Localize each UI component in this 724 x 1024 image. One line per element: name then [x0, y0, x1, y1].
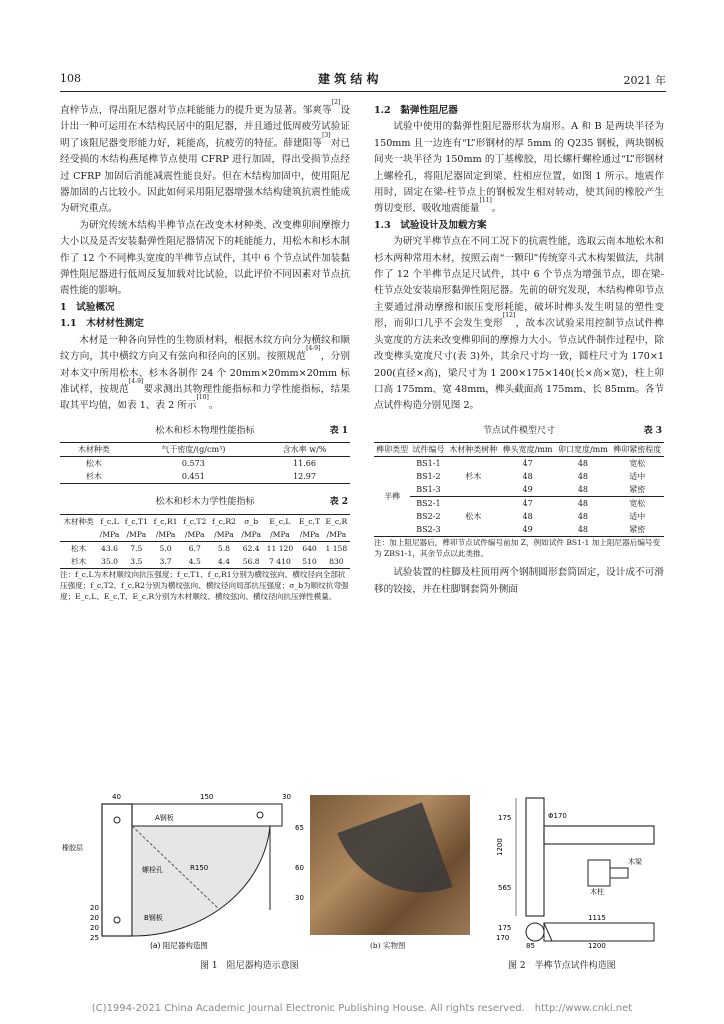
paragraph: 为研究半榫节点在不同工况下的抗震性能，选取云南本地松木和杉木两种常用木材，按照云南“一颗印”传统穿斗式木构架做法，共制作了 12 个半榫节点足尺试件，其中 6 个节点为增强节点，即在梁-柱节点处安装扇形黏弹性阻尼器。先前的研究发现，木结构榫卯节点主要通过滑动摩擦和嵌压变形耗能，破坏时榫头发生明显的塑性变形，而卯口几乎不会发生变形[12]，故本次试验采用控制节点试件榫头宽度的方法来改变榫卯间的摩擦力大小。节点试件制作过程中，除改变榫头宽度尺寸(表 3)外，其余尺寸均一致，圆柱尺寸为 170×1 200(直径×高)，梁尺寸为 1 200×175×140(长×高×宽)，柱上卯口高 175mm、宽 48mm，榫头截面高 175mm、长 85mm。各节点试件构造分别见图 2。	[374, 236, 665, 412]
journal-title: 建 筑 结 构	[318, 72, 379, 86]
table-row: 松木 0.573 11.66	[85, 459, 316, 469]
plate-b-label: B钢板	[144, 914, 163, 922]
dim-label: 40	[112, 793, 121, 801]
dim-label: 65	[295, 824, 304, 832]
dim-label: 1200	[496, 838, 504, 856]
table-title: 松木和杉木力学性能指标 表 2	[155, 497, 348, 508]
dim-label: 150	[200, 793, 214, 801]
paragraph: 试验中使用的黏弹性阻尼器形状为扇形。A 和 B 是两块半径为 150mm 且一边连有“L”形钢材的厚 5mm 的 Q235 钢板，两块钢板间夹一块半径为 150mm 的丁基橡胶，用长螺杆螺栓通过“L”形钢材上螺栓孔，将阻尼器固定到梁、柱相应位置，如图 1 所示。地震作用时，固定在梁-柱节点上的钢板发生相对转动，使其间的橡胶产生剪切变形，吸收地震能量[11]。	[374, 121, 664, 215]
joint-drawing	[488, 790, 668, 950]
section-heading: 1.1 木材材性测定	[60, 318, 144, 330]
table-row: BS2-2 48 48 适中	[416, 512, 646, 522]
table-row: BS1-3 49 48 紧密	[374, 483, 664, 497]
table-title: 节点试件模型尺寸 表 3	[482, 425, 662, 436]
dim-label: 170	[496, 934, 510, 942]
right-column	[374, 103, 664, 598]
section-heading: 1 试验概况	[60, 301, 115, 313]
dim-label: 565	[498, 884, 512, 892]
table-note: 注：f_c,L为木材顺纹向抗压强度；f_c,T1、f_c,R1分别为横纹弦向、横纹径向全部抗压强度；f_c,T2、f_c,R2分别为横纹弦向、横纹径向局部抗压强度；σ_b为顺纹抗弯强度；E_c,L、E_c,T、E_c,R分别为木材顺纹、横纹弦向、横纹径向抗压弹性模量。	[60, 569, 349, 601]
table-title: 松木和杉木物理性能指标 表 1	[155, 425, 348, 436]
dim-label: 1115	[588, 914, 606, 922]
dim-label: 25	[90, 934, 99, 942]
figure-1-caption: 图 1 阻尼器构造示意图	[200, 961, 299, 971]
dim-label: 30	[282, 793, 291, 801]
beam-label: 木梁	[628, 858, 642, 866]
damper-drawing	[60, 790, 320, 950]
page-number: 108	[60, 72, 81, 85]
table-row: 松木 43.6 7.5 5.0 6.7 5.8 62.4 11 120 640 1 158	[70, 543, 348, 553]
dim-label: 60	[295, 864, 304, 872]
dim-label: 20	[90, 904, 99, 912]
left-column	[60, 99, 351, 602]
copyright-footer: (C)1994-2021 China Academic Journal Electronic Publishing House. All rights reserved. http://www.cnki.net	[91, 1003, 633, 1014]
table-row: BS1-2 48 48 适中	[416, 472, 646, 482]
plate-a-label: A钢板	[155, 814, 174, 822]
subcaption-a: (a) 阻尼器构造图	[150, 941, 208, 950]
dim-label: 20	[90, 914, 99, 922]
dim-label: 1200	[588, 942, 606, 950]
year: 2021 年	[623, 74, 666, 87]
table-row: BS2-1 松木 47 48 宽松	[416, 499, 646, 522]
dim-label: 20	[90, 924, 99, 932]
rubber-label: 橡胶层	[62, 844, 83, 852]
table-row: 杉木 35.0 3.5 3.7 4.5 4.4 56.8 7 410 510 830	[60, 555, 350, 569]
dim-label: 85	[526, 942, 535, 950]
diameter-label: Φ170	[548, 812, 567, 820]
table-3: 榫卯类型 试件编号 木材种类树种 榫头宽度/mm 卯口宽度/mm 榫卯紧密程度 半榫 BS1-1 杉木 47 48 宽松 BS1-2 48 48 适中 BS1-3 49 48 紧密 BS2-1 松木 47 48 宽松 BS2-2 48 48 适中 BS2-3 49 48 紧密	[374, 442, 664, 537]
paragraph: 直梓节点，得出阻尼器对节点耗能能力的提升更为显著。邹爽等[2]设计出一种可运用在木结构民居中的阻尼器，并且通过低周疲劳试验证明了该阻尼器变形能力好，耗能高，抗疲劳的特征。薛建阳等[3]对已经受损的木结构燕尾榫节点使用 CFRP 进行加固，得出受损节点经过 CFRP 加固后消能减震性能良好。但在木结构加固中，使用阻尼器加固的占比较小。因此如何采用阻尼器增强木结构建筑抗震性能成为研究重点。	[60, 99, 351, 215]
damper-shape	[337, 802, 452, 917]
figure-2-caption: 图 2 半榫节点试件构造图	[508, 961, 616, 971]
header-rule	[60, 91, 666, 92]
subcaption-b: (b) 实物图	[370, 941, 406, 950]
damper-photo	[310, 795, 470, 935]
section-heading: 1.3 试验设计及加载方案	[374, 219, 487, 231]
table-2: 木材种类 f_c,L f_c,T1 f_c,R1 f_c,T2 f_c,R2 σ_b E_c,L E_c,T E_c,R /MPa /MPa /MPa /MPa /MPa /MPa /MPa /MPa /MPa 松木 43.6 7.5 5.0 6.7 5.8 62.4 11 120 640 1 158 杉木 35.0 3.5 3.7 4.5 4.4 56.8 7 410 510 830	[60, 514, 350, 569]
bolt-hole-label: 螺栓孔	[142, 866, 163, 874]
dim-label: 175	[498, 924, 512, 932]
table-row: 半榫 BS1-1 杉木 47 48 宽松	[384, 459, 646, 502]
table-note: 注：加上阻尼器后，榫卯节点试件编号前加 Z，例如试件 BS1-1 加上阻尼器后编号变为 ZBS1-1，其余节点以此类推。	[374, 538, 661, 559]
radius-label: R150	[190, 864, 209, 872]
paragraph: 木材是一种各向异性的生物质材料，根据木纹方向分为横纹和顺纹方向，其中横纹方向又有弦向和径向的区别。按照规范[4-9]，分别对本文中所用松木、杉木各制作 24 个 20mm×20mm×20mm 标准试样，按规范[4-9]要求测出其物理性能指标和力学性能指标，结果取其平均值，如表 1、表 2 所示[10]。	[60, 334, 351, 412]
dim-label: 175	[498, 814, 512, 822]
table-row: 杉木 0.451 12.97	[60, 470, 350, 484]
paragraph: 为研究传统木结构半榫节点在改变木材种类、改变榫卯间摩擦力大小以及是否安装黏弹性阻尼器情况下的耗能能力，用松木和杉木制作了 12 个不同榫头宽度的半榫节点试件，其中 6 个节点试件加装黏弹性阻尼器进行低周反复加载对比试验，以此评价不同因素对节点抗震性能的影响。	[60, 219, 350, 297]
column-label: 木柱	[590, 888, 604, 896]
dim-label: 30	[295, 894, 304, 902]
paragraph: 试验装置的柱脚及柱顶用两个钢制圆形套筒固定，设计成不可滑移的铰接，并在柱脚钢套筒外侧面	[374, 567, 664, 595]
table-1: 木材种类 气干密度/(g/cm³) 含水率 w/% 松木 0.573 11.66 杉木 0.451 12.97	[60, 442, 350, 484]
section-heading: 1.2 黏弹性阻尼器	[374, 105, 458, 116]
table-row: BS2-3 49 48 紧密	[374, 523, 664, 537]
